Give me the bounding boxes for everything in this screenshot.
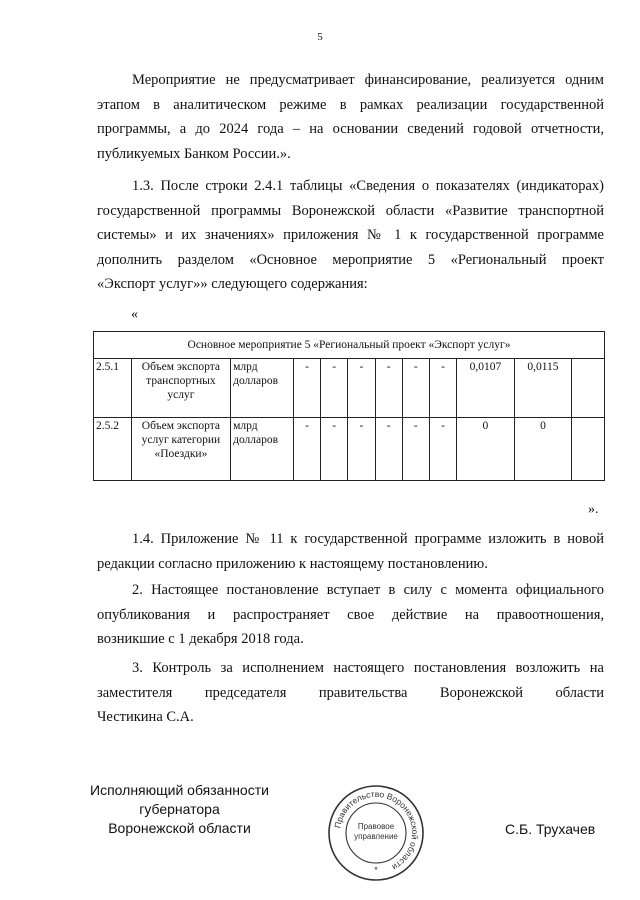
text-line: программы, а до 2024 года – на основании сведений годовой отчетности,: [97, 121, 604, 137]
value-cell: -: [348, 359, 375, 418]
text-line: редакции согласно приложению к настоящему постановлению.: [97, 555, 488, 572]
value-cell: 0: [457, 418, 515, 481]
text-line: дополнить разделом «Основное мероприятие 5 «Региональный проект: [97, 251, 604, 268]
value-cell: -: [429, 418, 456, 481]
seal-ring-textpath: Правительство Воронежской области: [332, 788, 421, 873]
text-line: заместителя председателя правительства Воронежской области: [97, 684, 604, 701]
text-line: 2. Настоящее постановление вступает в силу с момента официального: [132, 582, 604, 598]
paragraph-funding-note: [97, 68, 604, 166]
value-cell: [572, 418, 605, 481]
seal-center-line: управление: [354, 832, 398, 841]
paragraph-1-3: [97, 174, 604, 297]
paragraph-2: [97, 578, 604, 652]
seal-star: *: [374, 865, 378, 875]
opening-quote: «: [131, 307, 138, 322]
value-cell: -: [402, 418, 429, 481]
value-cell: -: [402, 359, 429, 418]
value-cell: -: [293, 418, 320, 481]
text-line: опубликования и распространяет свое действие на правоотношения,: [97, 606, 604, 623]
position-line: Воронежской области: [108, 820, 251, 836]
text-line: Мероприятие не предусматривает финансирование, реализуется одним: [132, 72, 604, 88]
paragraph-3: [97, 656, 604, 730]
value-cell: -: [293, 359, 320, 418]
value-cell: -: [321, 418, 348, 481]
table-row: [94, 359, 605, 418]
paragraph-1-4: [97, 527, 604, 576]
row-number: 2.5.2: [94, 418, 132, 481]
position-line: губернатора: [139, 801, 220, 817]
value-cell: -: [375, 418, 402, 481]
seal-center-line: Правовое: [357, 822, 395, 831]
official-seal: [326, 783, 426, 883]
unit-cell: млрд долларов: [231, 359, 294, 418]
table-section-header: Основное мероприятие 5 «Региональный проект «Экспорт услуг»: [94, 332, 605, 359]
value-cell: -: [321, 359, 348, 418]
table-row: [94, 418, 605, 481]
indicators-table: [93, 331, 605, 481]
position-line: Исполняющий обязанности: [90, 782, 269, 798]
value-cell: 0,0115: [514, 359, 572, 418]
text-line: публикуемых Банком России.».: [97, 145, 291, 162]
text-line: 1.3. После строки 2.4.1 таблицы «Сведения о показателях (индикаторах): [132, 178, 604, 194]
unit-cell: млрд долларов: [231, 418, 294, 481]
text-line: «Экспорт услуг»» следующего содержания:: [97, 276, 368, 292]
value-cell: 0: [514, 418, 572, 481]
text-line: государственной программы Воронежской области «Развитие транспортной: [97, 202, 604, 219]
value-cell: [572, 359, 605, 418]
page-number: 5: [317, 31, 323, 43]
indicator-name: Объем экспорта услуг категории «Поездки»: [131, 418, 230, 481]
row-number: 2.5.1: [94, 359, 132, 418]
value-cell: -: [375, 359, 402, 418]
text-line: 3. Контроль за исполнением настоящего постановления возложить на: [132, 660, 604, 676]
value-cell: -: [348, 418, 375, 481]
text-line: возникшие с 1 декабря 2018 года.: [97, 631, 304, 647]
closing-quote: ».: [588, 502, 599, 517]
text-line: этапом в аналитическом режиме в рамках реализации государственной: [97, 96, 604, 113]
signatory-name: С.Б. Трухачев: [505, 821, 596, 837]
value-cell: 0,0107: [457, 359, 515, 418]
value-cell: -: [429, 359, 456, 418]
text-line: 1.4. Приложение № 11 к государственной программе изложить в новой: [132, 531, 604, 547]
signatory-position: [88, 781, 271, 838]
indicator-name: Объем экспорта транспортных услуг: [131, 359, 230, 418]
text-line: Честикина С.А.: [97, 709, 194, 725]
text-line: системы» и их значениях» приложения № 1 к государственной программе: [97, 227, 604, 243]
